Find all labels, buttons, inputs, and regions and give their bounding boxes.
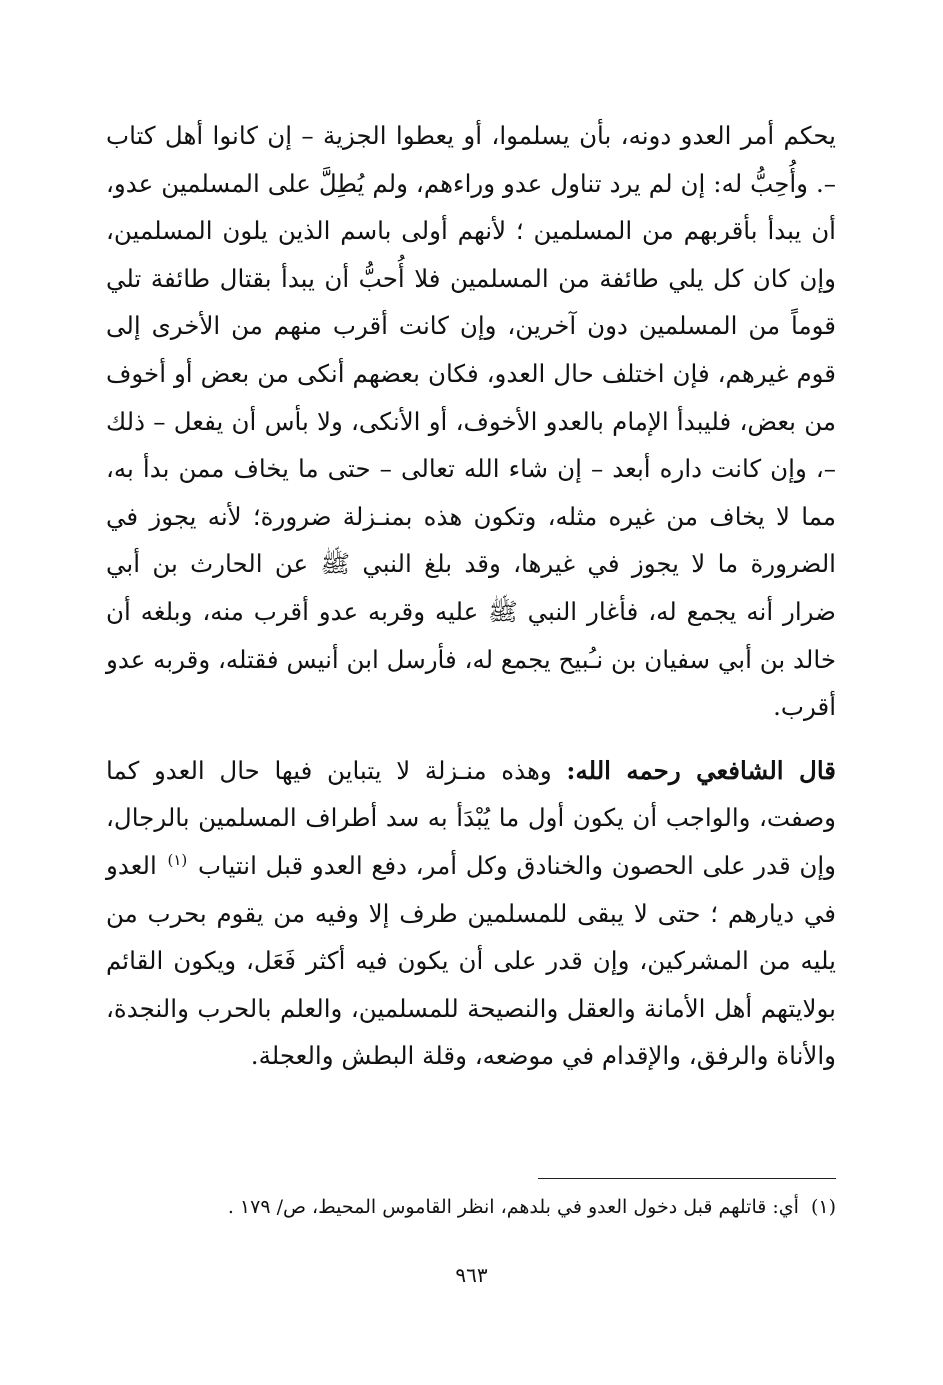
paragraph-2-text-after-note: العدو في ديارهم ؛ حتى لا يبقى للمسلمين طرف إلا وفيه من يقوم بحرب من يليه من المشركين، وإن قدر على أن يكون فيه أكثر فَعَل، ويكون القائم بولايتهم أهل الأمانة والعقل والنصيحة للمسلمين، والعلم بالحرب والنجدة، والأناة والرفق، والإقدام في موضعه، وقلة البطش والعجلة.: [106, 850, 836, 1071]
paragraph-2: [106, 747, 836, 1080]
paragraph-1: [106, 112, 836, 731]
paragraph-1-text: يحكم أمر العدو دونه، بأن يسلموا، أو يعطوا الجزية – إن كانوا أهل كتاب –. وأُحِبُّ له: إن لم يرد تناول عدو وراءهم، ولم يُطِلَّ على المسلمين عدو، أن يبدأ بأقربهم من المسلمين ؛ لأنهم أولى باسم الذين يلون المسلمين، وإن كان كل يلي طائفة من المسلمين فلا أُحبُّ أن يبدأ بقتال طائفة تلي قوماً من المسلمين دون آخرين، وإن كانت أقرب منهم من الأخرى إلى قوم غيرهم، فإن اختلف حال العدو، فكان بعضهم أنكى من بعض أو أخوف من بعض، فليبدأ الإمام بالعدو الأخوف، أو الأنكى، ولا بأس أن يفعل – ذلك –، وإن كانت داره أبعد – إن شاء الله تعالى – حتى ما يخاف ممن بدأ به، مما لا يخاف من غيره مثله، وتكون هذه بمنـزلة ضرورة؛ لأنه يجوز في الضرورة ما لا يجوز في غيرها، وقد بلغ النبي ﷺ عن الحارث بن أبي ضرار أنه يجمع له، فأغار النبي ﷺ عليه وقربه عدو أقرب منه، وبلغه أن خالد بن أبي سفيان بن نـُبيح يجمع له، فأرسل ابن أنيس فقتله، وقربه عدو أقرب.: [106, 121, 836, 722]
paragraph-2-text-before-note: وهذه منـزلة لا يتباين فيها حال العدو كما وصفت، والواجب أن يكون أول ما يُبْدَأ به سد أطراف المسلمين بالرجال، وإن قدر على الحصون والخنادق وكل أمر، دفع العدو قبل انتياب: [106, 755, 836, 880]
paragraph-2-lead: قال الشافعي رحمه الله:: [566, 755, 836, 785]
footnote-divider: [538, 1178, 836, 1179]
footnote: [106, 1192, 836, 1222]
footnote-number: (١): [810, 1196, 836, 1218]
footnote-marker: (١): [167, 850, 188, 869]
main-text: [106, 112, 836, 1080]
footnote-text: أي: قاتلهم قبل دخول العدو في بلدهم، انظر القاموس المحيط، ص/ ١٧٩ .: [227, 1196, 799, 1218]
page-number: ٩٦٣: [455, 1263, 488, 1287]
